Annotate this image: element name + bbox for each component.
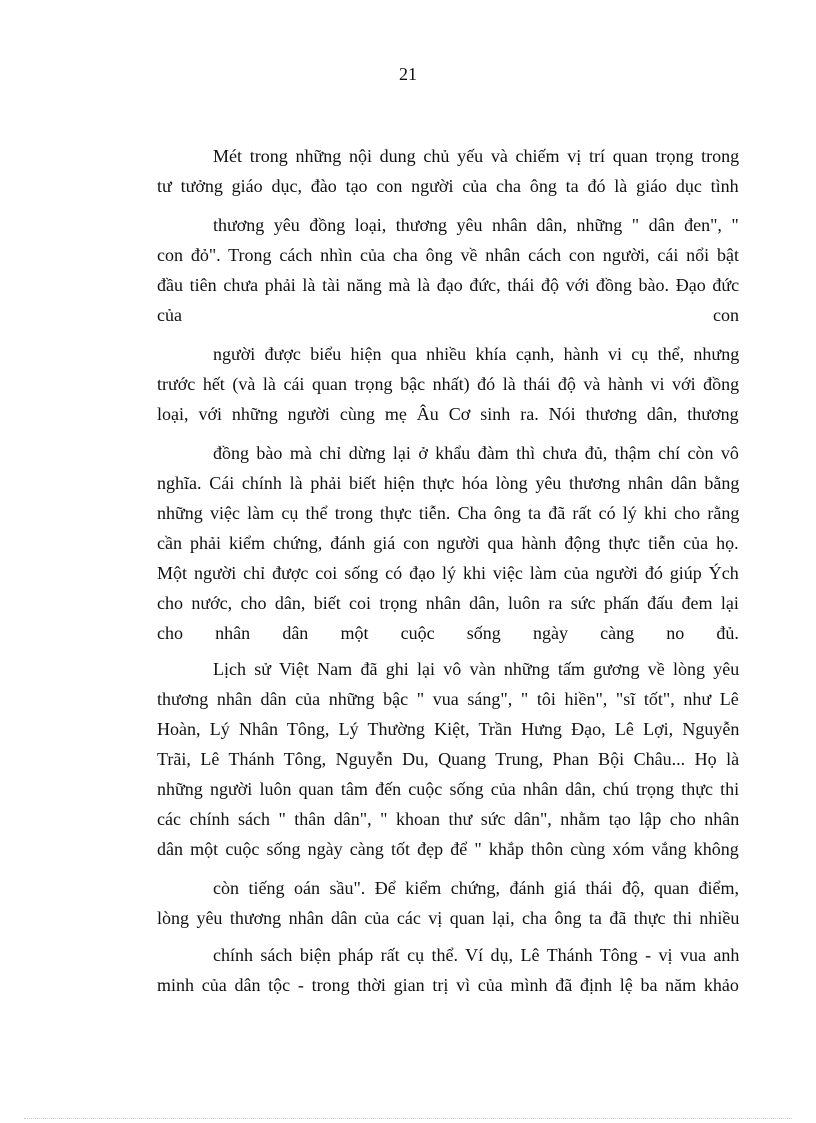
text-line: đồng bào mà chỉ dừng lại ở khẩu đàm thì chưa đủ, thậm chí còn vô [213,443,739,463]
word: của [157,305,182,325]
text-line: các chính sách " thân dân", " khoan thư sức dân", nhằm tạo lập cho nhân [157,809,740,829]
word: no [666,623,685,643]
text-line: lòng yêu thương nhân dân của các vị quan lại, cha ông ta đã thực thi nhiều [157,908,740,928]
text-line: chính sách biện pháp rất cụ thể. Ví dụ, Lê Thánh Tông - vị vua anh [213,945,740,965]
word: ngày [532,623,568,643]
word: sống [466,623,501,643]
word: dân [282,623,309,643]
text-line: cần phải kiểm chứng, đánh giá con người qua hành động thực tiễn của họ. [157,533,739,553]
text-line: thương yêu đồng loại, thương yêu nhân dân, những " dân đen", " [213,215,739,235]
page-number: 21 [399,64,417,84]
text-line: đầu tiên chưa phải là tài năng mà là đạo đức, thái độ với đồng bào. Đạo đức [157,275,740,295]
text-line: Hoàn, Lý Nhân Tông, Lý Thường Kiệt, Trần Hưng Đạo, Lê Lợi, Nguyễn [157,719,740,739]
text-line: Lịch sử Việt Nam đã ghi lại vô vàn những tấm gương về lòng yêu [213,659,740,679]
text-line: tư tưởng giáo dục, đào tạo con người của cha ông ta đó là giáo dục tình [157,176,739,196]
text-line: nghĩa. Cái chính là phải biết hiện thực hóa lòng yêu thương nhân dân bằng [157,473,740,493]
word: cuộc [400,623,435,643]
text-line: minh của dân tộc - trong thời gian trị vì của mình đã định lệ ba năm khảo [157,975,739,995]
word: đủ. [716,623,739,643]
word: con [713,305,739,325]
text-line: còn tiếng oán sầu". Để kiểm chứng, đánh giá thái độ, quan điểm, [213,878,739,898]
text-line-justified [157,621,739,645]
text-line: trước hết (và là cái quan trọng bậc nhất) đó là thái độ và hành vi với đồng [157,374,740,394]
word: càng [600,623,635,643]
text-line: người được biểu hiện qua nhiều khía cạnh, hành vi cụ thể, nhưng [213,344,740,364]
text-line: con đỏ". Trong cách nhìn của cha ông về nhân cách con người, cái nổi bật [157,245,739,265]
text-line: Một người chỉ được coi sống có đạo lý khi việc làm của người đó giúp Ých [157,563,739,583]
bottom-divider [24,1118,792,1119]
text-line: cho nước, cho dân, biết coi trọng nhân dân, luôn ra sức phấn đấu đem lại [157,593,739,613]
text-line: những người luôn quan tâm đến cuộc sống của nhân dân, chú trọng thực thi [157,779,740,799]
word: một [340,623,369,643]
word: nhân [215,623,251,643]
word: cho [157,623,183,643]
text-line: dân một cuộc sống ngày càng tốt đẹp để " khắp thôn cùng xóm vắng không [157,839,739,859]
text-line: loại, với những người cùng mẹ Âu Cơ sinh ra. Nói thương dân, thương [157,404,739,424]
text-line: Mét trong những nội dung chủ yếu và chiếm vị trí quan trọng trong [213,146,740,166]
text-line: thương nhân dân của những bậc " vua sáng", " tôi hiền", "sĩ tốt", như Lê [157,689,739,709]
text-line: những việc làm cụ thể trong thực tiễn. Cha ông ta đã rất có lý khi cho rằng [157,503,740,523]
text-line: Trãi, Lê Thánh Tông, Nguyễn Du, Quang Trung, Phan Bội Châu... Họ là [157,749,740,769]
text-line-justified [157,303,739,327]
